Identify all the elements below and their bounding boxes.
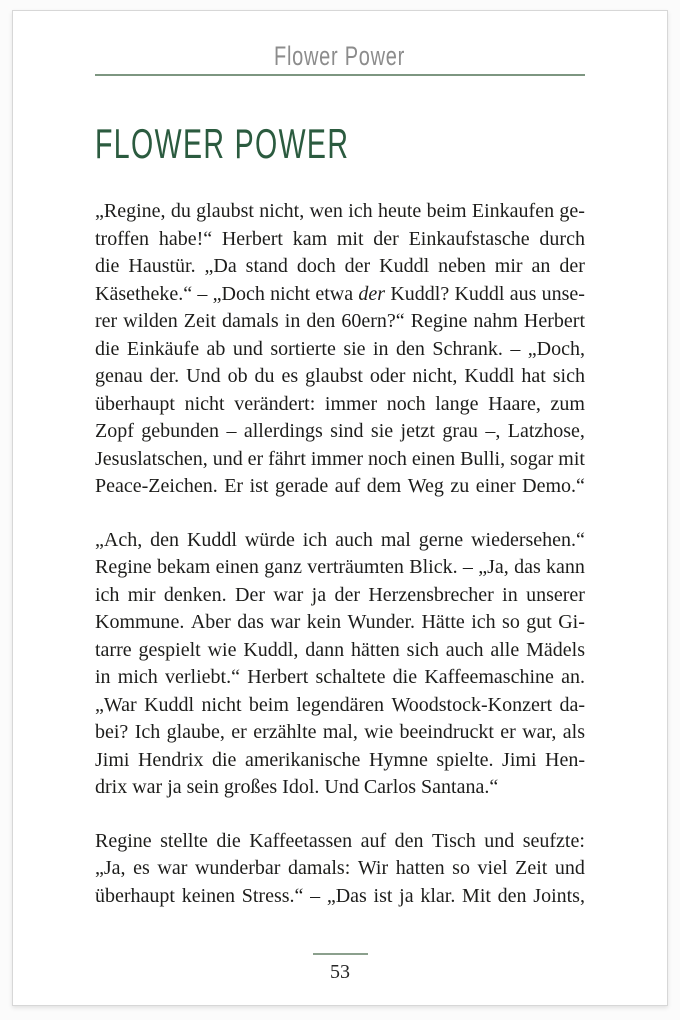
text-line: „Ja, es war wunderbar damals: Wir hatten so viel Zeit und bbox=[95, 857, 585, 879]
text-line: ich mir denken. Der war ja der Herzensbrecher in unserer bbox=[95, 583, 585, 606]
footer-rule bbox=[313, 953, 368, 955]
text-line: Käsetheke.“ – „Doch nicht etwa der Kuddl? Kuddl aus unse- bbox=[95, 282, 585, 305]
body-text bbox=[95, 198, 585, 910]
text-line: rer wilden Zeit damals in den 60ern?“ Regine nahm Herbert bbox=[95, 310, 585, 332]
paragraph bbox=[95, 198, 585, 501]
chapter-title bbox=[95, 120, 667, 167]
page-number: 53 bbox=[330, 961, 350, 983]
paragraph bbox=[95, 828, 585, 911]
text-line: Regine stellte die Kaffeetassen auf den Tisch und seufzte: bbox=[95, 829, 585, 852]
chapter-title-text: FLOWER POWER bbox=[95, 120, 350, 167]
text-line: „Regine, du glaubst nicht, wen ich heute beim Einkaufen ge- bbox=[95, 200, 585, 222]
text-line: genau der. Und ob du es glaubst oder nicht, Kuddl hat sich bbox=[95, 365, 585, 387]
running-header-text: Flower Power bbox=[274, 41, 406, 71]
paragraph bbox=[95, 527, 585, 802]
running-header bbox=[13, 40, 667, 72]
page-footer bbox=[13, 953, 667, 984]
text-line: überhaupt keinen Stress.“ – „Das ist ja klar. Mit den Joints, bbox=[95, 884, 585, 907]
text-line: troffen habe!“ Herbert kam mit der Einkaufstasche durch bbox=[95, 227, 585, 250]
text-line: Peace-Zeichen. Er ist gerade auf dem Weg zu einer Demo.“ bbox=[95, 475, 585, 497]
text-line: „War Kuddl nicht beim legendären Woodstock-Konzert da- bbox=[95, 693, 585, 716]
text-line: Jesuslatschen, und er fährt immer noch einen Bulli, sogar mit bbox=[95, 447, 585, 470]
text-line: „Ach, den Kuddl würde ich auch mal gerne wiedersehen.“ bbox=[95, 528, 585, 551]
text-line: tarre gespielt wie Kuddl, dann hätten sich auch alle Mädels bbox=[95, 638, 585, 661]
header-rule bbox=[95, 74, 585, 76]
book-page bbox=[12, 10, 668, 1006]
text-line: Zopf gebunden – allerdings sind sie jetzt grau –, Latzhose, bbox=[95, 420, 585, 442]
text-line: überhaupt nicht verändert: immer noch lange Haare, zum bbox=[95, 392, 585, 415]
text-line: drix war ja sein großes Idol. Und Carlos Santana.“ bbox=[95, 776, 499, 798]
text-line: Jimi Hendrix die amerikanische Hymne spielte. Jimi Hen- bbox=[95, 748, 585, 771]
text-line: die Haustür. „Da stand doch der Kuddl neben mir an der bbox=[95, 255, 585, 277]
text-line: in mich verliebt.“ Herbert schaltete die Kaffeemaschine an. bbox=[95, 666, 585, 688]
text-line: bei? Ich glaube, er erzählte mal, wie beeindruckt er war, als bbox=[95, 721, 585, 743]
text-line: die Einkäufe ab und sortierte sie in den Schrank. – „Doch, bbox=[95, 337, 585, 360]
text-line: Kommune. Aber das war kein Wunder. Hätte ich so gut Gi- bbox=[95, 611, 585, 633]
text-line: Regine bekam einen ganz verträumten Blick. – „Ja, das kann bbox=[95, 556, 585, 578]
